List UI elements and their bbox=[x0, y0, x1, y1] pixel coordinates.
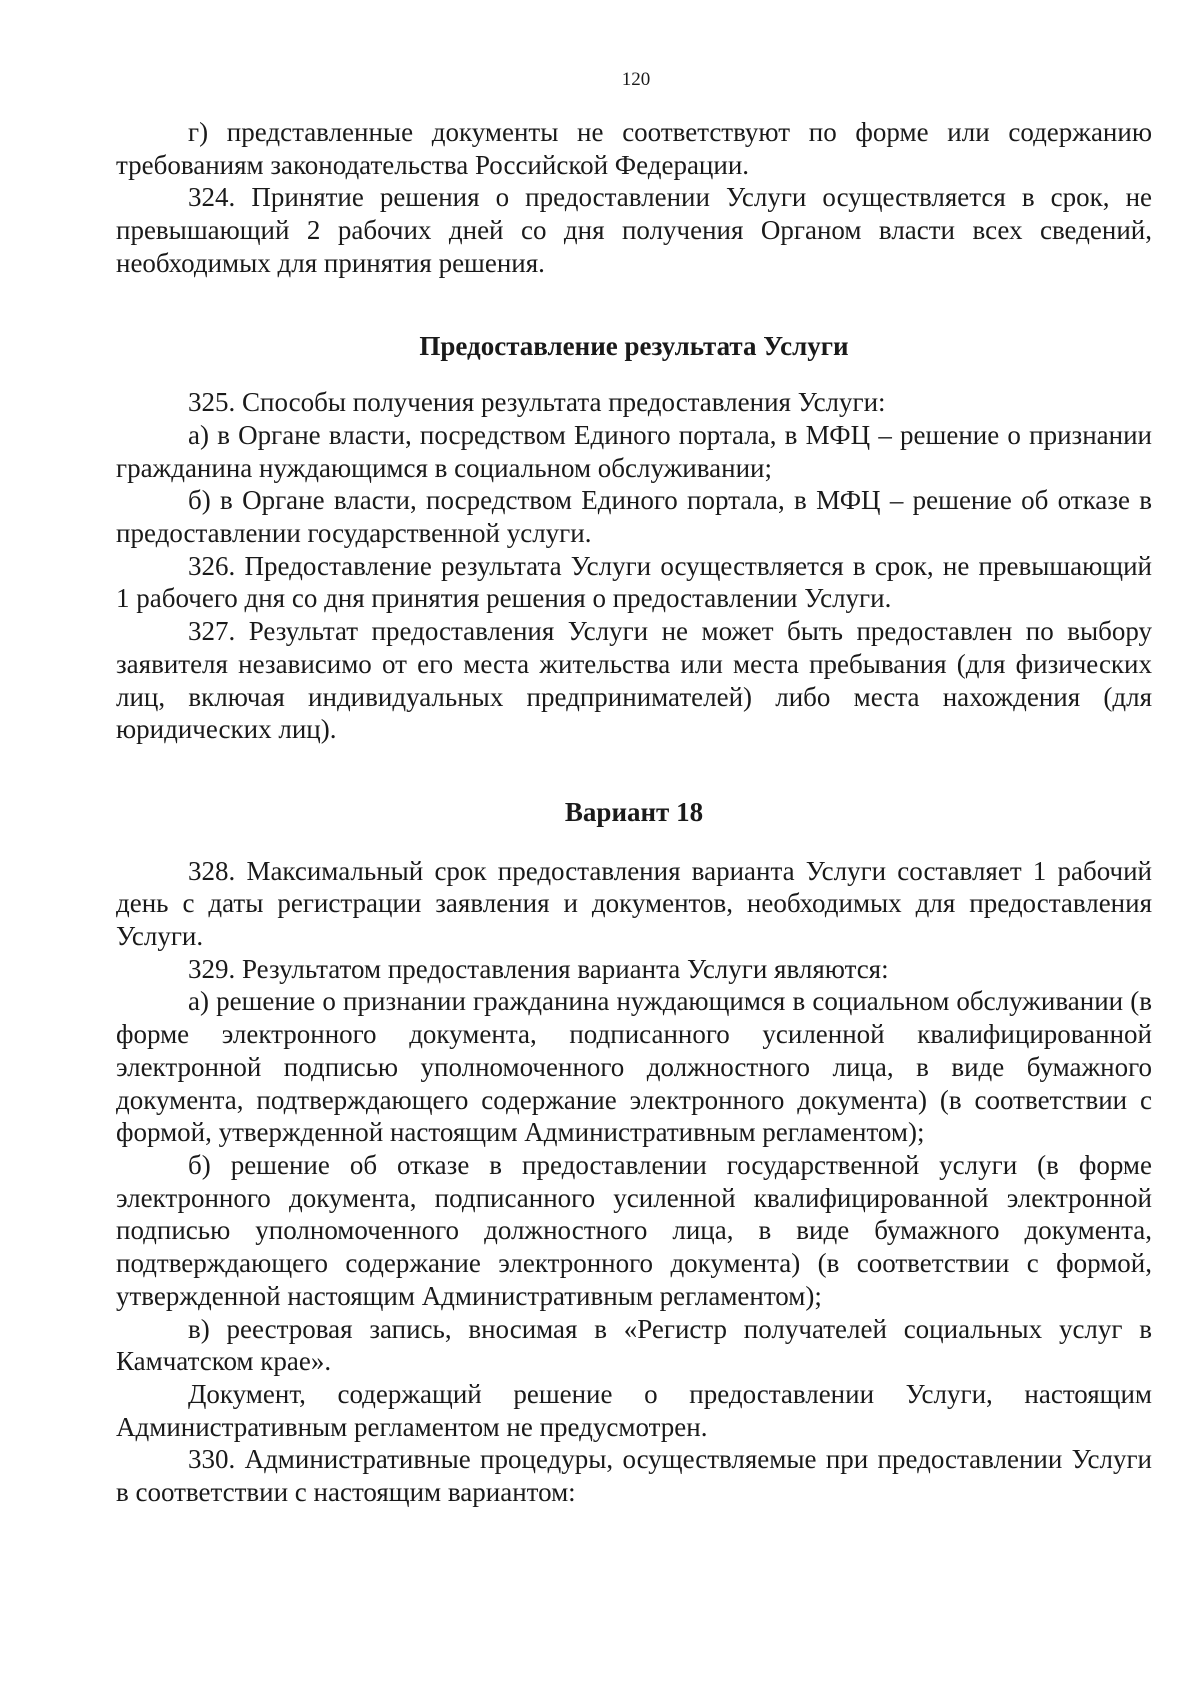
paragraph-325-b: б) в Органе власти, посредством Единого портала, в МФЦ – решение об отказе в предоставлении государственной услуги. bbox=[116, 485, 1152, 549]
paragraph-329-b: б) решение об отказе в предоставлении государственной услуги (в форме электронного документа, подписанного усиленной квалифицированной электронной подписью уполномоченного должностного лица, в виде бумажного документа, подтверждающего содержание электронного документа) (в соответствии с формой, утвержденной настоящим Административным регламентом); bbox=[116, 1149, 1152, 1311]
paragraph-325: 325. Способы получения результата предоставления Услуги: bbox=[188, 387, 886, 418]
paragraph-329-v: в) реестровая запись, вносимая в «Регистр получателей социальных услуг в Камчатском крае». bbox=[116, 1313, 1152, 1377]
paragraph-330: 330. Административные процедуры, осуществляемые при предоставлении Услуги в соответствии с настоящим вариантом: bbox=[116, 1444, 1152, 1508]
paragraph-326: 326. Предоставление результата Услуги осуществляется в срок, не превышающий 1 рабочего дня со дня принятия решения о предоставлении Услуги. bbox=[116, 550, 1152, 614]
page-number: 120 bbox=[621, 69, 651, 90]
document-body bbox=[116, 116, 1152, 1509]
section-heading-variant: Вариант 18 bbox=[564, 796, 704, 827]
paragraph-329: 329. Результатом предоставления варианта Услуги являются: bbox=[188, 953, 889, 984]
paragraph-325-a: а) в Органе власти, посредством Единого портала, в МФЦ – решение о признании гражданина нуждающимся в социальном обслуживании; bbox=[116, 419, 1152, 483]
paragraph-g-documents-mismatch: г) представленные документы не соответствуют по форме или содержанию требованиям законодательства Российской Федерации. bbox=[116, 117, 1152, 180]
paragraph-document-note: Документ, содержащий решение о предоставлении Услуги, настоящим Административным регламентом не предусмотрен. bbox=[116, 1378, 1152, 1442]
paragraph-324: 324. Принятие решения о предоставлении Услуги осуществляется в срок, не превышающий 2 рабочих дней со дня получения Органом власти всех сведений, необходимых для принятия решения. bbox=[116, 182, 1152, 278]
section-heading-result: Предоставление результата Услуги bbox=[419, 330, 849, 361]
paragraph-327: 327. Результат предоставления Услуги не может быть предоставлен по выбору заявителя независимо от его места жительства или места пребывания (для физических лиц, включая индивидуальных предпринимателей) либо места нахождения (для юридических лиц). bbox=[116, 616, 1152, 745]
paragraph-328: 328. Максимальный срок предоставления варианта Услуги составляет 1 рабочий день с даты регистрации заявления и документов, необходимых для предоставления Услуги. bbox=[116, 855, 1152, 952]
paragraph-329-a: а) решение о признании гражданина нуждающимся в социальном обслуживании (в форме электронного документа, подписанного усиленной квалифицированной электронной подписью уполномоченного должностного лица, в виде бумажного документа, подтверждающего содержание электронного документа) (в соответствии с формой, утвержденной настоящим Административным регламентом); bbox=[116, 986, 1152, 1148]
